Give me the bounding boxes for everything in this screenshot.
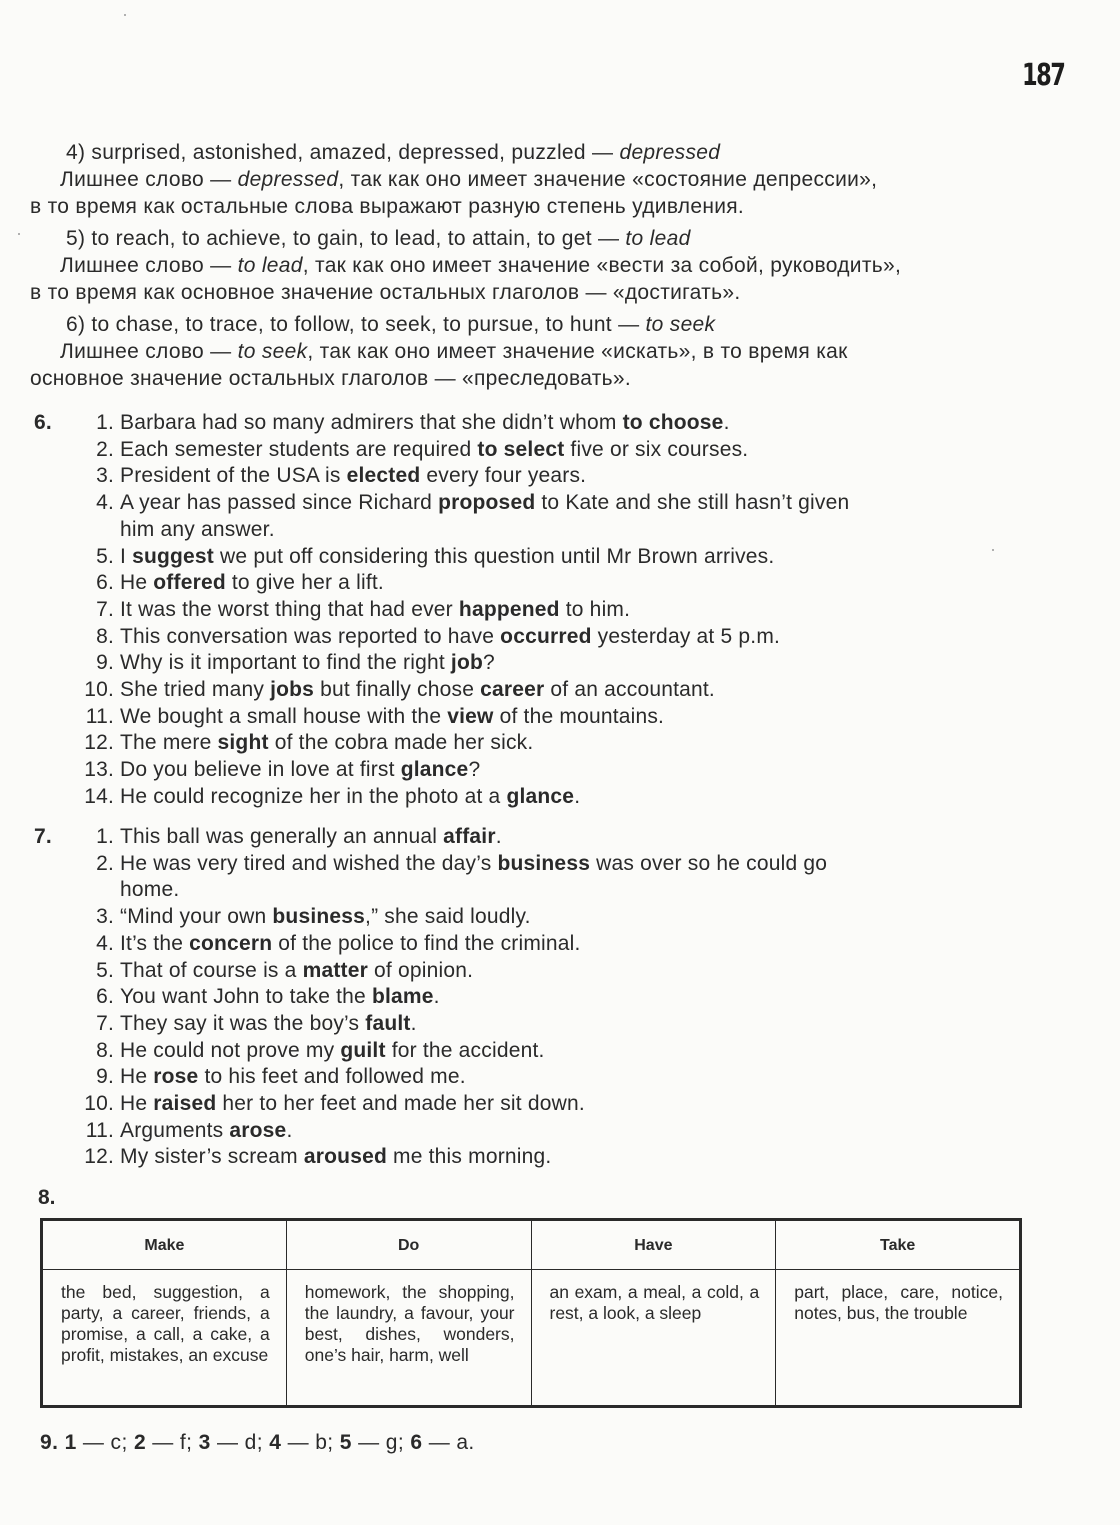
- item-sentence: [120, 931, 1024, 958]
- header-do: Do: [286, 1220, 531, 1270]
- match-letter: b: [315, 1431, 328, 1454]
- sentence-text: of an accountant.: [544, 678, 715, 702]
- match-number: 4: [269, 1431, 282, 1454]
- exercise-7-list: [34, 824, 1024, 1171]
- sentence-text: Why is it important to find the right: [120, 651, 451, 675]
- list-item: [34, 650, 1024, 677]
- item-sentence: [120, 704, 1024, 731]
- sentence-text: A year has passed since Richard: [120, 491, 439, 515]
- ex5-item-words: 5) to reach, to achieve, to gain, to lead, to attain, to get —: [66, 227, 626, 250]
- item-sentence: [120, 1064, 1024, 1091]
- item-number: 1.: [96, 411, 114, 434]
- exercise-6: [34, 410, 1024, 811]
- sentence-text: to Kate and she still hasn’t given: [535, 491, 850, 515]
- item-number: 1.: [96, 825, 114, 848]
- item-number: 5.: [96, 544, 114, 568]
- list-item: [34, 1038, 1024, 1065]
- cell-take: part, place, care, notice, notes, bus, the trouble: [776, 1270, 1021, 1407]
- answer-word: rose: [153, 1065, 199, 1089]
- answer-word: proposed: [438, 491, 536, 515]
- item-number: 2.: [96, 437, 114, 461]
- exercise-number: 9.: [40, 1431, 59, 1454]
- exercise-number: 7.: [34, 825, 52, 848]
- exercise-number: 6.: [34, 411, 52, 434]
- ex5-expl-word: to lead: [237, 254, 303, 277]
- list-item: [34, 730, 1024, 757]
- exercise-7: [34, 824, 1024, 1171]
- item-sentence: [120, 1011, 1024, 1038]
- list-item: [34, 1011, 1024, 1038]
- header-take: Take: [776, 1220, 1021, 1270]
- item-sentence: [120, 730, 1024, 757]
- item-number: 3.: [96, 905, 114, 929]
- sentence-text: They say it was the boy’s: [120, 1011, 366, 1035]
- sentence-text: She tried many: [120, 678, 271, 702]
- sentence-text: Do you believe in love at first: [120, 758, 401, 782]
- cell-have: an exam, a meal, a cold, a rest, a look, a sleep: [531, 1270, 776, 1407]
- list-item: [34, 1091, 1024, 1118]
- item-number: 5.: [96, 958, 114, 982]
- item-number: 6.: [96, 985, 114, 1009]
- sentence-text: for the accident.: [385, 1038, 545, 1062]
- sentence-text: ,” she said loudly.: [365, 905, 531, 929]
- match-number: 6: [410, 1431, 423, 1454]
- sentence-text: to give her a lift.: [225, 571, 384, 595]
- list-item: [34, 851, 1024, 904]
- item-sentence: [120, 824, 1024, 851]
- item-number: 7.: [96, 1011, 114, 1035]
- scan-speck: [124, 14, 126, 16]
- sentence-text: .: [574, 784, 581, 808]
- answer-word: fault: [365, 1011, 411, 1035]
- header-make: Make: [42, 1220, 287, 1270]
- match-number: 3: [198, 1431, 211, 1454]
- item-sentence: [120, 677, 1024, 704]
- sentence-text: President of the USA is: [120, 464, 347, 488]
- sentence-text: He was very tired and wished the day’s: [120, 851, 498, 875]
- item-sentence: [120, 851, 1024, 878]
- item-number: 11.: [85, 704, 114, 728]
- answer-word: suggest: [132, 544, 214, 568]
- list-item: [34, 490, 1024, 543]
- list-item: [34, 984, 1024, 1011]
- item-sentence: [120, 570, 1024, 597]
- item-sentence: [120, 597, 1024, 624]
- list-item: [34, 437, 1024, 464]
- item-number: 3.: [96, 464, 114, 488]
- ex5-expl-prefix: Лишнее слово —: [60, 340, 238, 363]
- sentence-text: we put off considering this question until Mr Brown arrives.: [214, 544, 775, 568]
- sentence-text: of opinion.: [367, 958, 474, 982]
- answer-word: elected: [346, 464, 421, 488]
- match-letter: f: [179, 1431, 187, 1454]
- sentence-text: He could recognize her in the photo at a: [120, 784, 507, 808]
- sentence-text: Barbara had so many admirers that she didn’t whom: [120, 411, 623, 434]
- sentence-text: to his feet and followed me.: [198, 1065, 466, 1089]
- answer-word: raised: [153, 1092, 217, 1116]
- ex5-expl-wrap: в то время как основное значение остальных глаголов — «достигать».: [30, 281, 741, 304]
- item-number: 14.: [84, 784, 114, 808]
- sentence-text: .: [286, 1118, 293, 1142]
- sentence-text: yesterday at 5 p.m.: [591, 624, 781, 648]
- sentence-text: .: [433, 985, 440, 1009]
- answer-word: arose: [229, 1118, 287, 1142]
- page-number: 187: [1022, 58, 1065, 93]
- sentence-text: He: [120, 1065, 154, 1089]
- item-number: 10.: [84, 678, 114, 702]
- answer-word: view: [447, 704, 494, 728]
- list-item: [34, 1118, 1024, 1145]
- ex5-item-words: 4) surprised, astonished, amazed, depressed, puzzled —: [66, 141, 620, 164]
- item-sentence: [120, 984, 1024, 1011]
- ex5-item-words: 6) to chase, to trace, to follow, to seek, to pursue, to hunt —: [66, 313, 646, 336]
- answer-word: blame: [371, 985, 434, 1009]
- sentence-text: This ball was generally an annual: [120, 825, 444, 848]
- sentence-wrap: home.: [120, 878, 180, 902]
- list-item: [34, 544, 1024, 571]
- exercise-8-number: 8.: [38, 1186, 56, 1209]
- item-number: 11.: [85, 1118, 114, 1142]
- sentence-text: “Mind your own: [120, 905, 273, 929]
- item-sentence: [120, 490, 1024, 517]
- item-number: 4.: [96, 931, 114, 955]
- ex5-expl-text: , так как оно имеет значение «вести за собой, руководить»,: [302, 254, 902, 277]
- sentence-text: Arguments: [120, 1118, 230, 1142]
- item-number: 9.: [96, 651, 114, 675]
- header-have: Have: [531, 1220, 776, 1270]
- sentence-text: Each semester students are required: [120, 437, 478, 461]
- item-sentence: [120, 1038, 1024, 1065]
- list-item: [34, 824, 1024, 851]
- ex5-expl-wrap: основное значение остальных глаголов — «преследовать».: [30, 367, 632, 390]
- answer-word: business: [272, 905, 366, 929]
- ex5-expl-prefix: Лишнее слово —: [60, 168, 238, 191]
- list-item: [34, 570, 1024, 597]
- list-item: [34, 410, 1024, 437]
- answer-word: to choose: [622, 411, 724, 434]
- list-item: [34, 931, 1024, 958]
- match-number: 5: [339, 1431, 352, 1454]
- answer-word: to select: [477, 437, 565, 461]
- list-item: [34, 704, 1024, 731]
- ex5-expl-wrap: в то время как остальные слова выражают разную степень удивления.: [30, 195, 745, 218]
- sentence-text: but finally chose: [314, 678, 481, 702]
- item-number: 12.: [84, 1145, 114, 1169]
- item-sentence: [120, 1144, 1024, 1171]
- scan-speck: [18, 233, 20, 235]
- ex5-item-answer: depressed: [619, 141, 721, 164]
- sentence-text: The mere: [120, 731, 218, 755]
- match-letter: d: [244, 1431, 257, 1454]
- list-item: [34, 904, 1024, 931]
- sentence-text: of the police to find the criminal.: [272, 931, 581, 955]
- exercise-9-answers: 1 — c; 2 — f; 3 — d; 4 — b; 5 — g; 6 — a.: [64, 1431, 475, 1454]
- list-item: [34, 757, 1024, 784]
- sentence-text: ?: [483, 651, 495, 675]
- list-item: [34, 1144, 1024, 1171]
- sentence-text: ?: [468, 758, 481, 782]
- sentence-text: It was the worst thing that had ever: [120, 597, 459, 621]
- sentence-text: He: [120, 571, 154, 595]
- item-number: 8.: [96, 624, 114, 648]
- item-number: 2.: [96, 851, 114, 875]
- ex5-expl-word: to seek: [237, 340, 308, 363]
- sentence-text: You want John to take the: [120, 985, 372, 1009]
- item-number: 9.: [96, 1065, 114, 1089]
- list-item: [34, 677, 1024, 704]
- cell-make: the bed, suggestion, a party, a career, friends, a promise, a call, a cake, a profit, mistakes, an excuse: [42, 1270, 287, 1407]
- sentence-text: every four years.: [420, 464, 587, 488]
- answer-word: guilt: [340, 1038, 386, 1062]
- item-sentence: [120, 1091, 1024, 1118]
- item-sentence: [120, 1118, 1024, 1145]
- match-number: 2: [133, 1431, 147, 1454]
- sentence-text: It’s the: [120, 931, 190, 955]
- sentence-text: He could not prove my: [120, 1038, 341, 1062]
- table-row: [42, 1270, 1021, 1407]
- match-letter: c: [110, 1431, 122, 1454]
- answer-word: career: [480, 678, 545, 702]
- sentence-text: me this morning.: [386, 1145, 552, 1169]
- sentence-text: We bought a small house with the: [120, 704, 448, 728]
- ex5-item-5: [30, 225, 1018, 306]
- item-number: 12.: [84, 731, 114, 755]
- ex5-expl-text: , так как оно имеет значение «состояние депрессии»,: [338, 168, 878, 191]
- ex5-expl-text: , так как оно имеет значение «искать», в то время как: [307, 340, 848, 363]
- item-sentence: [120, 904, 1024, 931]
- answer-word: affair: [443, 825, 496, 848]
- sentence-text: was over so he could go: [590, 851, 828, 875]
- item-number: 6.: [96, 571, 114, 595]
- ex5-item-6: [30, 311, 1018, 392]
- answer-word: aroused: [303, 1145, 387, 1169]
- item-sentence: [120, 958, 1024, 985]
- answer-word: occurred: [500, 624, 592, 648]
- list-item: [34, 597, 1024, 624]
- sentence-wrap: him any answer.: [120, 517, 275, 541]
- answer-word: glance: [506, 784, 575, 808]
- answer-word: jobs: [270, 678, 315, 702]
- collocations-table: [40, 1218, 1022, 1408]
- answer-word: happened: [458, 597, 560, 621]
- sentence-text: This conversation was reported to have: [120, 624, 501, 648]
- ex5-item-answer: to seek: [645, 313, 716, 336]
- item-number: 8.: [96, 1038, 114, 1062]
- table-header-row: [42, 1220, 1021, 1270]
- item-sentence: [120, 463, 1024, 490]
- item-number: 4.: [96, 491, 114, 515]
- item-sentence: [120, 650, 1024, 677]
- answer-word: concern: [189, 931, 273, 955]
- list-item: [34, 1064, 1024, 1091]
- answer-word: matter: [302, 958, 368, 982]
- item-number: 7.: [96, 597, 114, 621]
- sentence-text: of the cobra made her sick.: [268, 731, 534, 755]
- sentence-text: He: [120, 1092, 154, 1116]
- item-sentence: [120, 544, 1024, 571]
- sentence-text: That of course is a: [120, 958, 303, 982]
- sentence-text: I: [120, 544, 133, 568]
- sentence-text: five or six courses.: [564, 437, 749, 461]
- scan-speck: [992, 549, 994, 551]
- item-number: 10.: [84, 1092, 114, 1116]
- cell-do: homework, the shopping, the laundry, a favour, your best, dishes, wonders, one’s hair, harm, well: [286, 1270, 531, 1407]
- item-number: 13.: [84, 758, 114, 782]
- sentence-text: of the mountains.: [493, 704, 665, 728]
- item-sentence: [120, 624, 1024, 651]
- item-sentence: [120, 410, 1024, 437]
- list-item: [34, 463, 1024, 490]
- sentence-text: .: [723, 411, 730, 434]
- ex5-expl-prefix: Лишнее слово —: [60, 254, 238, 277]
- sentence-text: her to her feet and made her sit down.: [216, 1092, 585, 1116]
- match-letter: g: [385, 1431, 398, 1454]
- match-letter: a: [456, 1431, 469, 1454]
- list-item: [34, 784, 1024, 811]
- sentence-text: .: [495, 825, 502, 848]
- item-sentence: [120, 757, 1024, 784]
- answer-word: job: [450, 651, 483, 675]
- ex5-item-4: [30, 139, 1018, 220]
- match-number: 1: [64, 1431, 77, 1454]
- item-sentence: [120, 437, 1024, 464]
- item-sentence: [120, 784, 1024, 811]
- answer-word: offered: [153, 571, 226, 595]
- exercise-6-list: [34, 410, 1024, 811]
- answer-word: sight: [217, 731, 269, 755]
- sentence-text: to him.: [559, 597, 631, 621]
- ex5-expl-word: depressed: [237, 168, 339, 191]
- list-item: [34, 958, 1024, 985]
- answer-word: glance: [400, 758, 469, 782]
- answer-word: business: [497, 851, 591, 875]
- sentence-text: .: [410, 1011, 417, 1035]
- exercise-9: [40, 1431, 475, 1455]
- list-item: [34, 624, 1024, 651]
- sentence-text: My sister’s scream: [120, 1145, 304, 1169]
- ex5-item-answer: to lead: [625, 227, 691, 250]
